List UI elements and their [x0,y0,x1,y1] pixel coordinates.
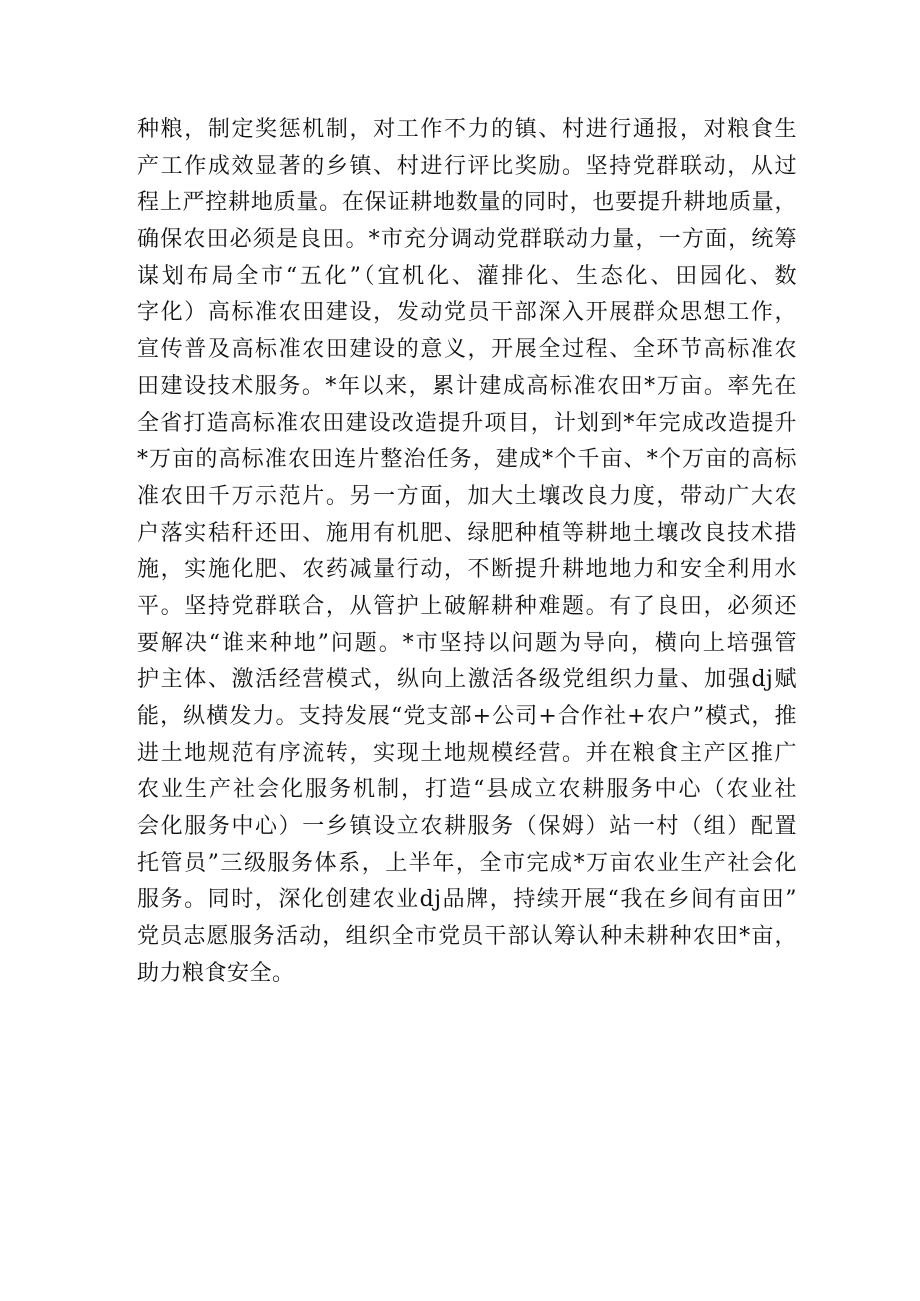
text-line: 会化服务中心）一乡镇设立农耕服务（保姆）站一村（组）配置 [137,814,797,840]
text-line: 护主体、激活经营模式，纵向上激活各级党组织力量、加强dj赋 [137,667,797,693]
text-line: 程上严控耕地质量。在保证耕地数量的同时，也要提升耕地质量， [137,190,797,216]
text-line: 产工作成效显著的乡镇、村进行评比奖励。坚持党群联动，从过 [137,153,797,179]
text-line: 助力粮食安全。 [137,960,295,986]
text-line: *万亩的高标准农田连片整治任务，建成*个千亩、*个万亩的高标 [137,447,797,473]
text-line: 农业生产社会化服务机制，打造“县成立农耕服务中心（农业社 [137,777,797,803]
text-line: 全省打造高标准农田建设改造提升项目，计划到*年完成改造提升 [137,410,797,436]
text-line: 服务。同时，深化创建农业dj品牌，持续开展“我在乡间有亩田” [137,887,797,913]
text-line: 进土地规范有序流转，实现土地规模经营。并在粮食主产区推广 [137,740,797,766]
text-line: 施，实施化肥、农药减量行动，不断提升耕地地力和安全利用水 [137,557,797,583]
text-line: 确保农田必须是良田。*市充分调动党群联动力量，一方面，统筹 [137,227,797,253]
text-line: 田建设技术服务。*年以来，累计建成高标准农田*万亩。率先在 [137,373,797,399]
text-line: 种粮，制定奖惩机制，对工作不力的镇、村进行通报，对粮食生 [137,117,797,142]
text-line: 要解决“谁来种地”问题。*市坚持以问题为导向，横向上培强管 [137,630,797,656]
text-line: 宣传普及高标准农田建设的意义，开展全过程、全环节高标准农 [137,337,797,363]
text-line: 托管员”三级服务体系，上半年，全市完成*万亩农业生产社会化 [137,850,797,876]
text-line: 字化）高标准农田建设，发动党员干部深入开展群众思想工作， [137,300,797,326]
text-line: 党员志愿服务活动，组织全市党员干部认筹认种未耕种农田*亩， [137,924,797,950]
text-line: 谋划布局全市“五化”（宜机化、灌排化、生态化、田园化、数 [137,263,797,289]
body-paragraph [137,112,797,993]
text-line: 准农田千万示范片。另一方面，加大土壤改良力度，带动广大农 [137,483,797,509]
text-line: 能，纵横发力。支持发展“党支部+公司+合作社+农户”模式，推 [137,704,797,729]
text-line: 平。坚持党群联合，从管护上破解耕种难题。有了良田，必须还 [137,593,797,619]
text-line: 户落实秸秆还田、施用有机肥、绿肥种植等耕地土壤改良技术措 [137,520,797,546]
